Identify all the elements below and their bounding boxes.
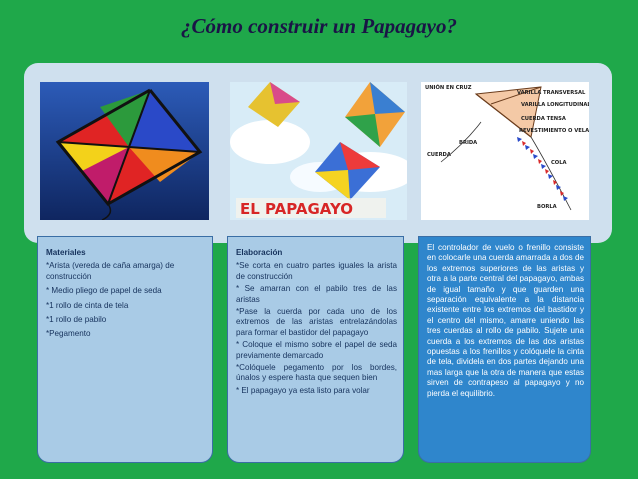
diagram-label-tail: COLA [551,160,567,166]
elaboration-step: *Se corta en cuatro partes iguales la arista de construcción [236,261,397,281]
diagram-label-covering: REVESTIMIENTO O VELA [519,128,589,134]
kite-illustration [230,82,407,220]
kite-diagram [421,82,589,220]
materials-heading: Materiales [46,248,86,257]
controller-panel [418,236,591,463]
diagram-label-union: UNIÓN EN CRUZ [425,85,472,91]
elaboration-heading: Elaboración [236,248,283,257]
diagram-label-transverse: VARILLA TRANSVERSAL [517,90,586,96]
elaboration-panel [227,236,404,463]
diagram-label-cord: CUERDA [427,152,451,158]
materials-item: *1 rollo de pabilo [46,315,107,325]
elaboration-step: *Colóquele pegamento por los bordes, únalos y espere hasta que sequen bien [236,363,397,383]
materials-item: *Arista (vereda de caña amarga) de construcción [46,261,175,281]
diagram-label-bridle: BRIDA [459,140,478,146]
page-title: ¿Cómo construir un Papagayo? [181,14,457,38]
diagram-label-tense-cord: CUERDA TENSA [521,116,566,122]
diagram-label-bow: BORLA [537,204,557,210]
elaboration-step: * Se amarran con el pabilo tres de las aristas [236,284,397,304]
kite-photo [40,82,209,220]
materials-panel [37,236,213,463]
materials-item: *1 rollo de cinta de tela [46,300,129,310]
banner-text: EL PAPAGAYO [240,200,354,218]
elaboration-step: * Coloque el mismo sobre el papel de seda previamente demarcado [236,340,397,360]
diagram-label-longitudinal: VARILLA LONGITUDINAL [521,102,589,108]
elaboration-step: *Pase la cuerda por cada uno de los extremos de las aristas entrelazándolas para formar el bastidor del papagayo [236,307,397,337]
materials-item: *Pegamento [46,329,91,339]
controller-text: El controlador de vuelo o frenillo consiste en colocarle una cuerda amarrada a dos de los extremos superiores de las aristas y otra a la parte central del papagayo, ambas de igual tamaño y que guarden una separación equivalente a la distancia existente entre los extremos del bastidor y el centro del mismo, amarre uniendo las tres cuerdas al rollo de pabilo. Sujete una cuerda a los extremos de las dos aristas opuestas a los frenillos y colóquele la cinta de tela, dividela en dos partes dejando una mas larga que la otra de manera que estas sirven de contrapeso al papagayo y no pierda el equilibrio. [427,243,584,398]
materials-item: * Medio pliego de papel de seda [46,286,162,296]
elaboration-step: * El papagayo ya esta listo para volar [236,385,370,395]
